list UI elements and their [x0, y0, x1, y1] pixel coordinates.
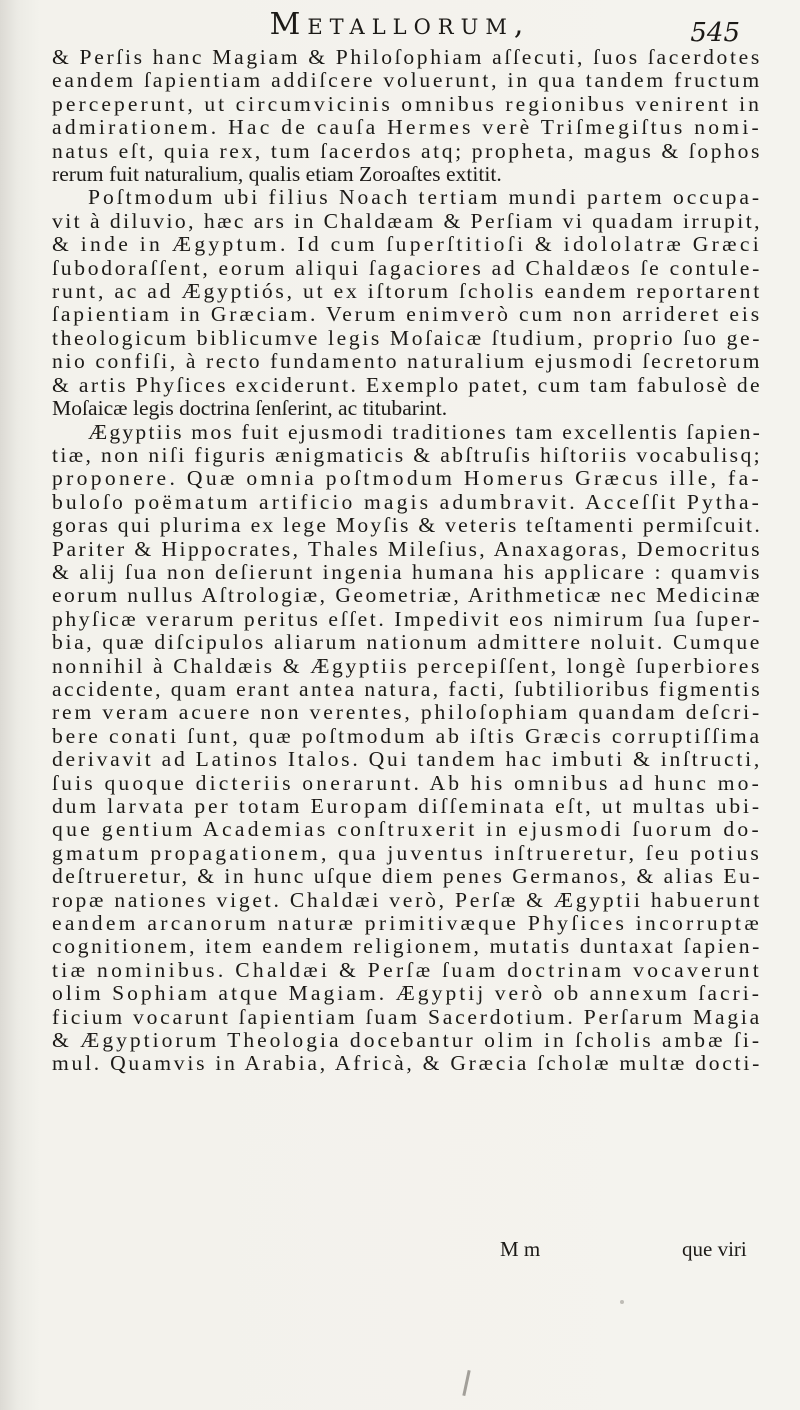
- text-line: proponere. Quæ omnia poſtmodum Homerus Græcus ille, fa-: [52, 466, 762, 491]
- running-title: Metallorum,: [269, 7, 531, 42]
- text-line: natus eſt, quia rex, tum ſacerdos atq; propheta, magus & ſophos: [52, 138, 762, 163]
- text-line: que gentium Academias conſtruxerit in ejusmodi ſuorum do-: [52, 817, 762, 842]
- text-line: ficium vocarunt ſapientiam ſuam Sacerdotium. Perſarum Magia: [52, 1004, 762, 1029]
- text-line: & artis Phyſices exciderunt. Exemplo patet, cum tam fabulosè de: [52, 372, 762, 397]
- text-line: ſapientiam in Græciam. Verum enimverò cum non arrideret eis: [52, 302, 762, 327]
- text-line: phyſicæ verarum peritus eſſet. Impedivit eos nimirum ſua ſuper-: [52, 606, 762, 631]
- text-line: rem veram acuere non verentes, philoſophiam quandam deſcri-: [52, 700, 762, 725]
- text-line: ſubodoraſſent, eorum aliqui ſagaciores ad Chaldæos ſe contule-: [52, 255, 762, 280]
- text-line: perceperunt, ut circumvicinis omnibus regionibus venirent in: [52, 91, 762, 116]
- text-line: vit à diluvio, hæc ars in Chaldæam & Perſiam vi quadam irrupit,: [52, 208, 762, 233]
- text-line: derivavit ad Latinos Italos. Qui tandem hac imbuti & inſtructi,: [52, 747, 762, 772]
- text-line: dum larvata per totam Europam diſſeminata eſt, ut multas ubi-: [52, 794, 762, 818]
- page-number: 545: [690, 18, 740, 48]
- text-line: theologicum biblicumve legis Moſaicæ ſtudium, proprio ſuo ge-: [52, 325, 762, 350]
- text-line: runt, ac ad Ægyptiós, ut ex iſtorum ſcholis eandem reportarent: [52, 279, 762, 304]
- text-line: & alij ſua non deſierunt ingenia humana his applicare : quamvis: [52, 559, 762, 584]
- text-line: buloſo poëmatum artificio magis adumbravit. Acceſſit Pytha-: [52, 489, 762, 514]
- text-line: cognitionem, item eandem religionem, mutatis duntaxat ſapien-: [52, 934, 762, 959]
- text-line: & Ægyptiorum Theologia docebantur olim in ſcholis ambæ ſi-: [52, 1028, 762, 1053]
- catchword: que viri: [682, 1237, 747, 1261]
- page-header: [0, 6, 800, 46]
- text-line: goras qui plurima ex lege Moyſis & veteris teſtamenti permiſcuit.: [52, 513, 762, 538]
- text-line: bere conati ſunt, quæ poſtmodum ab iſtis Græcis corruptiſſima: [52, 723, 762, 748]
- text-line: olim Sophiam atque Magiam. Ægyptij verò ob annexum ſacri-: [52, 981, 762, 1006]
- pen-stroke-mark: [462, 1370, 470, 1396]
- text-line: tiæ, non niſi figuris ænigmaticis & abſtruſis hiſtoriis vocabulisq;: [52, 442, 762, 467]
- text-line: & Perſis hanc Magiam & Philoſophiam aſſecuti, ſuos ſacerdotes: [52, 45, 762, 69]
- text-line: Moſaicæ legis doctrina ſenſerint, ac titubarint.: [52, 396, 448, 421]
- page-footer: [0, 1237, 800, 1263]
- signature-mark: M m: [500, 1237, 541, 1261]
- text-line: accidente, quam erant antea natura, facti, ſubtilioribus figmentis: [52, 676, 762, 701]
- text-line: rerum fuit naturalium, qualis etiam Zoroaſtes extitit.: [52, 162, 502, 187]
- body-text: [52, 46, 762, 1076]
- text-line: & inde in Ægyptum. Id cum ſuperſtitioſi & idololatræ Græci: [52, 232, 762, 257]
- text-line: eandem arcanorum naturæ primitivæque Phyſices incorruptæ: [52, 911, 762, 936]
- text-line: ropæ nationes viget. Chaldæi verò, Perſæ & Ægyptii habuerunt: [52, 887, 762, 912]
- text-line: tiæ nominibus. Chaldæi & Perſæ ſuam doctrinam vocaverunt: [52, 957, 762, 982]
- text-line: admirationem. Hac de cauſa Hermes verè Triſmegiſtus nomi-: [52, 115, 762, 140]
- text-line: deſtrueretur, & in hunc uſque diem penes Germanos, & alias Eu-: [52, 864, 762, 889]
- text-line: Ægyptiis mos fuit ejusmodi traditiones tam excellentis ſapien-: [88, 419, 762, 444]
- text-line: Pariter & Hippocrates, Thales Mileſius, Anaxagoras, Democritus: [52, 536, 762, 561]
- text-line: nonnihil à Chaldæis & Ægyptiis percepiſſent, longè ſuperbiores: [52, 653, 762, 678]
- text-line: gmatum propagationem, qua juventus inſtrueretur, ſeu potius: [52, 840, 762, 865]
- text-line: mul. Quamvis in Arabia, Africà, & Græcia ſcholæ multæ docti-: [52, 1051, 762, 1076]
- text-line: nio confiſi, à recto fundamento naturalium ejusmodi ſecretorum: [52, 349, 762, 374]
- text-line: eorum nullus Aſtrologiæ, Geometriæ, Arithmeticæ nec Medicinæ: [52, 583, 762, 608]
- text-line: eandem ſapientiam addiſcere voluerunt, in qua tandem fructum: [52, 68, 762, 93]
- paper-speck: [620, 1300, 624, 1304]
- text-line: bia, quæ diſcipulos aliarum nationum admittere noluit. Cumque: [52, 630, 762, 655]
- text-line: Poſtmodum ubi filius Noach tertiam mundi partem occupa-: [88, 185, 762, 210]
- text-line: ſuis quoque dicteriis onerarunt. Ab his omnibus ad hunc mo-: [52, 770, 762, 795]
